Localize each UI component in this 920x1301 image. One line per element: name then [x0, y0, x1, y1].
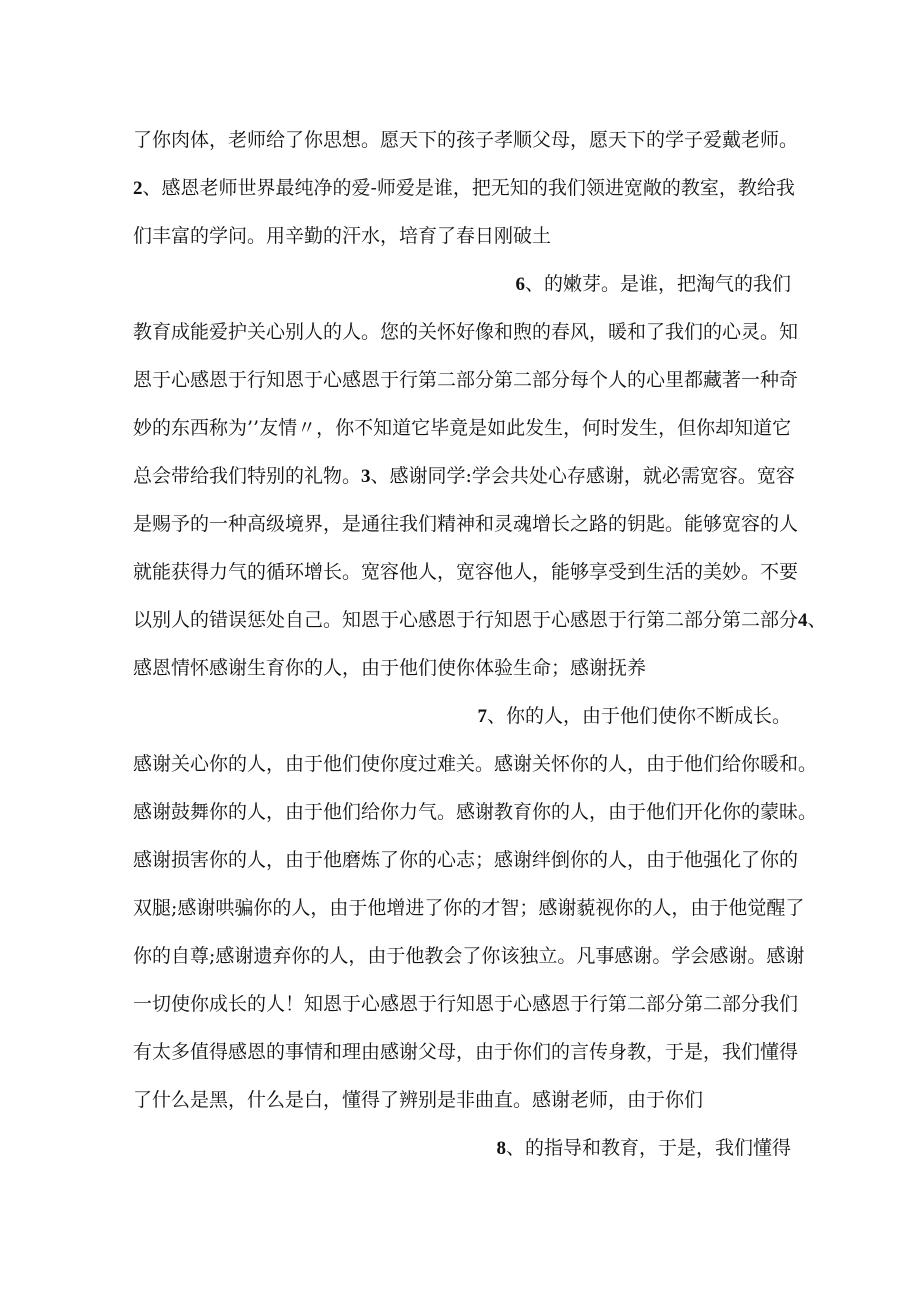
- line-text: 感谢关心你的人，由于他们使你度过难关。感谢关怀你的人，由于他们给你暖和。: [133, 753, 818, 775]
- text-line-18: [133, 944, 805, 968]
- text-line-14: [133, 752, 818, 776]
- line-text: 了你肉体，老师给了你思想。愿天下的孩子孝顺父母，愿天下的学子爱戴老师。: [133, 129, 799, 151]
- line-text: 感谢损害你的人，由于他磨炼了你的心志；感谢绊倒你的人，由于他强化了你的: [133, 849, 799, 871]
- text-line-15: [133, 800, 818, 824]
- text-line-1: [133, 128, 799, 152]
- text-line-10: [133, 560, 799, 584]
- text-line-3: [133, 224, 793, 248]
- line-text: 、的嫩芽。是谁，把淘气的我们: [524, 273, 791, 295]
- line-text: 恩于心感恩于行知恩于心感恩于行第二部分第二部分每个人的心里都藏著一种奇: [133, 369, 799, 391]
- text-line-4: [133, 272, 791, 297]
- section-number: 6: [515, 274, 525, 295]
- section-number: 8: [496, 1138, 506, 1159]
- line-text: 们丰富的学问。用辛勤的汗水，培育了春日刚破土: [133, 225, 552, 247]
- text-line-6: [133, 368, 799, 392]
- line-text: 感谢鼓舞你的人，由于他们给你力气。感谢教育你的人，由于他们开化你的蒙昧。: [133, 801, 818, 823]
- line-text: 是赐予的一种高级境界，是通往我们精神和灵魂增长之路的钥匙。能够宽容的人: [133, 513, 799, 535]
- line-text: 一切使你成长的人！知恩于心感恩于行知恩于心感恩于行第二部分第二部分我们: [133, 993, 799, 1015]
- text-line-8: [133, 464, 793, 489]
- line-text: 妙的东西称为’’友情〃，你不知道它毕竟是如此发生，何时发生，但你却知道它: [133, 417, 792, 439]
- text-line-7: [133, 416, 793, 440]
- line-text: 、: [807, 609, 827, 631]
- text-line-21: [133, 1088, 793, 1112]
- text-line-13: [133, 704, 791, 729]
- line-text: 、感谢同学:学会共处心存感谢，就必需宽容。宽容: [370, 465, 795, 487]
- line-text: 有太多值得感恩的事情和理由感谢父母，由于你们的言传身教，于是，我们懂得: [133, 1041, 799, 1063]
- text-line-9: [133, 512, 799, 536]
- line-text: 以别人的错误惩处自己。知恩于心感恩于行知恩于心感恩于行第二部分第二部分: [133, 609, 799, 631]
- text-line-20: [133, 1040, 799, 1064]
- text-line-11: [133, 608, 827, 633]
- text-line-16: [133, 848, 799, 872]
- text-line-2: [133, 176, 793, 201]
- section-number: 2: [133, 178, 143, 199]
- line-text: 了什么是黑，什么是白，懂得了辨别是非曲直。感谢老师，由于你们: [133, 1089, 704, 1111]
- line-text: 总会带给我们特别的礼物。: [133, 465, 362, 487]
- text-line-17: [133, 896, 805, 920]
- section-number: 3: [361, 466, 371, 487]
- text-line-22: [133, 1136, 791, 1161]
- line-text: 教育成能爱护关心别人的人。您的关怀好像和煦的春风，暖和了我们的心灵。知: [133, 321, 799, 343]
- section-number: 4: [798, 610, 808, 631]
- text-line-5: [133, 320, 799, 344]
- line-text: 双腿;感谢哄骗你的人，由于他增进了你的才智；感谢藐视你的人，由于他觉醒了: [133, 897, 805, 919]
- line-text: 就能获得力气的循环增长。宽容他人，宽容他人，能够享受到生活的美妙。不要: [133, 561, 799, 583]
- line-text: 你的自尊;感谢遗弃你的人，由于他教会了你该独立。凡事感谢。学会感谢。感谢: [133, 945, 805, 967]
- line-text: 、的指导和教育，于是，我们懂得: [505, 1137, 791, 1159]
- text-line-19: [133, 992, 799, 1016]
- text-line-12: [133, 656, 793, 680]
- line-text: 、你的人，由于他们使你不断成长。: [486, 705, 791, 727]
- line-text: 、感恩老师世界最纯净的爱-师爱是谁，把无知的我们领进宽敞的教室，教给我: [142, 177, 795, 199]
- section-number: 7: [477, 706, 487, 727]
- line-text: 感恩情怀感谢生育你的人，由于他们使你体验生命；感谢抚养: [133, 657, 647, 679]
